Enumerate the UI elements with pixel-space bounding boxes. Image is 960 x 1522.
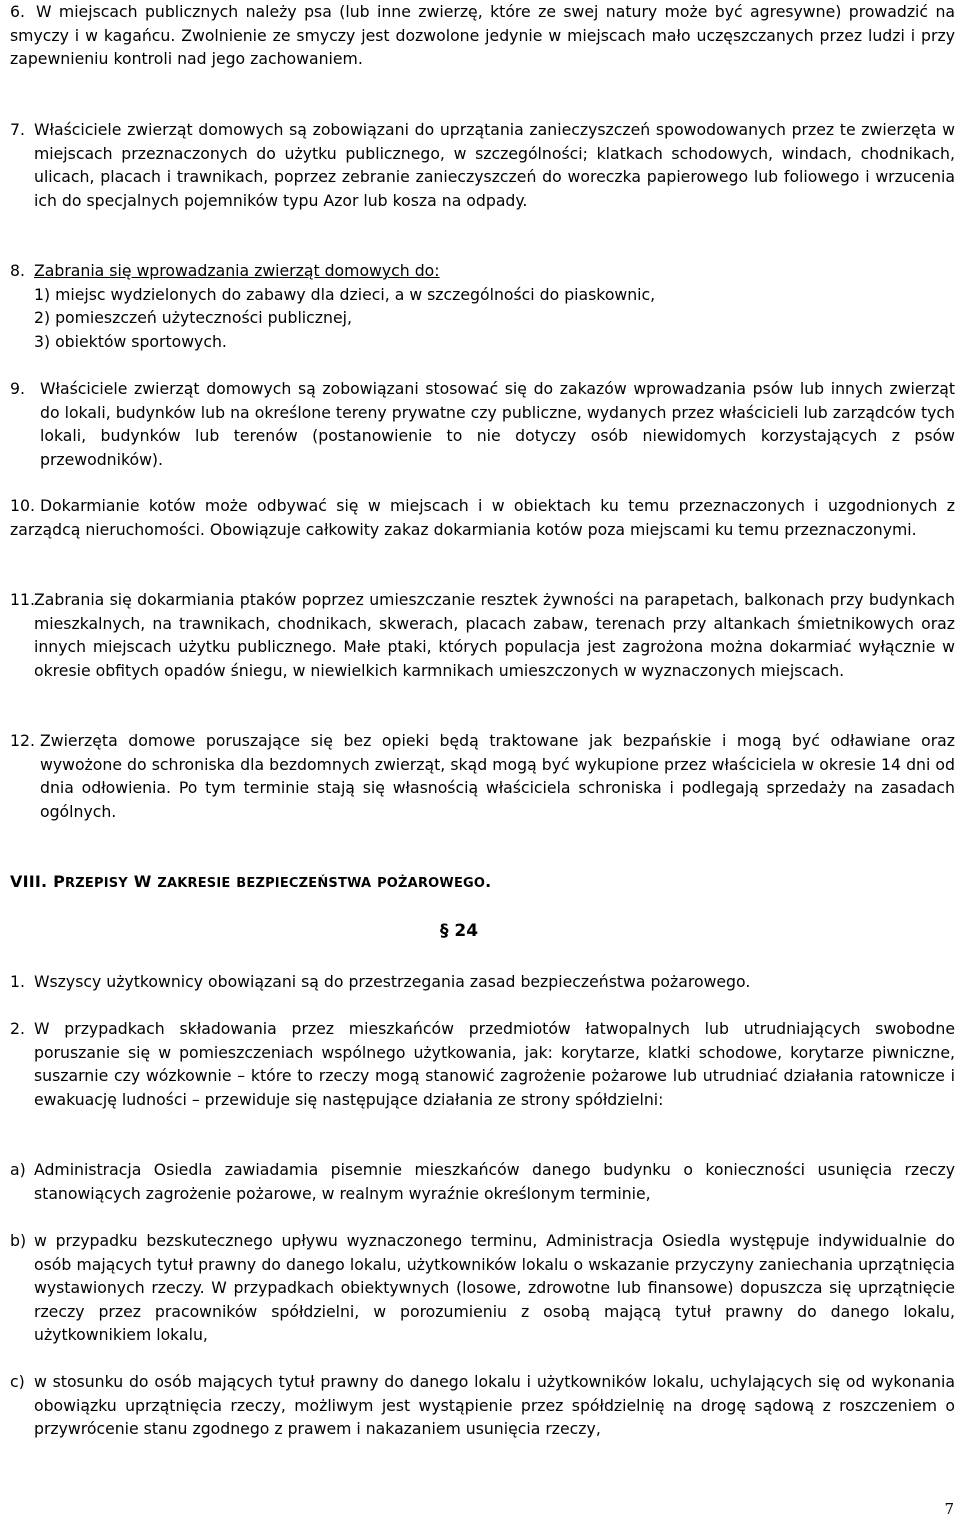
- list-line: 2) pomieszczeń użyteczności publicznej,: [34, 308, 352, 327]
- item-number: 11.: [10, 590, 35, 609]
- fire-item-b: [10, 1229, 955, 1347]
- item-number: 9.: [10, 379, 25, 398]
- fire-item-2: [10, 1017, 955, 1111]
- item-number: 2.: [10, 1019, 25, 1038]
- item-number: 10.: [10, 496, 35, 515]
- item-number: a): [10, 1160, 26, 1179]
- fire-item-a: [10, 1158, 955, 1205]
- section-heading: [10, 870, 955, 896]
- item-number: 7.: [10, 120, 25, 139]
- paragraph-number: § 24: [440, 921, 479, 941]
- item-number: c): [10, 1372, 25, 1391]
- item-text: Zabrania się dokarmiania ptaków poprzez umieszczanie resztek żywności na parapetach, balkonach przy budynkach mieszkalnych, na trawnikach, chodnikach, skwerach, placach zabaw, terenach przy altankach śmietnikowych oraz innych miejscach użytku publicznego. Małe ptaki, których populacja jest zagrożona można dokarmiać wyłącznie w okresie obfitych opadów śniegu, w niewielkich karmnikach umieszczonych w wyznaczonych miejscach.: [34, 590, 955, 680]
- item-lead: Zabrania się wprowadzania zwierząt domowych do:: [34, 261, 440, 280]
- section-title: PRZEPISY W ZAKRESIE BEZPIECZEŃSTWA POŻAROWEGO.: [53, 872, 492, 891]
- rule-item-7: [10, 118, 955, 212]
- item-text: w przypadku bezskutecznego upływu wyznaczonego terminu, Administracja Osiedla występuje indywidualnie do osób mających tytuł prawny do danego lokalu, użytkowników lokalu o wskazanie przyczyny zaniechania uprzątnięcia wystawionych rzeczy. W przypadkach obiektywnych (losowe, zdrowotne lub finansowe) dopuszcza się uprzątnięcie rzeczy przez pracowników spółdzielni, w porozumieniu z osobą mającą tytuł prawny do danego lokalu, użytkownikiem lokalu,: [34, 1231, 955, 1344]
- item-number: 1.: [10, 972, 25, 991]
- list-line: 1) miejsc wydzielonych do zabawy dla dzieci, a w szczególności do piaskownic,: [34, 284, 656, 304]
- item-number: 6.: [10, 2, 25, 21]
- section-roman: VIII.: [10, 872, 48, 891]
- rule-item-8: [10, 259, 955, 353]
- item-text: Właściciele zwierząt domowych są zobowiązani do uprzątania zanieczyszczeń spowodowanych przez te zwierzęta w miejscach przeznaczonych do użytku publicznego, w szczególności; klatkach schodowych, windach, chodnikach, ulicach, placach i trawnikach, poprzez zebranie zanieczyszczeń do woreczka papierowego lub foliowego i wrzucenia ich do specjalnych pojemników typu Azor lub kosza na odpady.: [34, 120, 955, 210]
- fire-item-1: [10, 970, 955, 994]
- item-text: Administracja Osiedla zawiadamia pisemnie mieszkańców danego budynku o konieczności usunięcia rzeczy stanowiących zagrożenie pożarowe, w realnym wyraźnie określonym terminie,: [34, 1160, 955, 1203]
- item-text: Wszyscy użytkownicy obowiązani są do przestrzegania zasad bezpieczeństwa pożarowego.: [34, 972, 751, 991]
- list-line: 3) obiektów sportowych.: [34, 331, 227, 351]
- rule-item-12: [10, 729, 955, 823]
- item-number: b): [10, 1231, 27, 1250]
- fire-item-c: [10, 1370, 955, 1441]
- item-text: w stosunku do osób mających tytuł prawny do danego lokalu i użytkowników lokalu, uchylających się od wykonania obowiązku uprzątnięcia rzeczy, możliwym jest wystąpienie przez spółdzielnię na drogę sądową z roszczeniem o przywrócenie stanu zgodnego z prawem i nakazaniem usunięcia rzeczy,: [34, 1372, 955, 1438]
- item-text: W miejscach publicznych należy psa (lub inne zwierzę, które ze swej natury może być agresywne) prowadzić na smyczy i w kagańcu. Zwolnienie ze smyczy jest dozwolone jedynie w miejscach mało uczęszczanych przez ludzi i przy zapewnieniu kontroli nad jego zachowaniem.: [10, 2, 955, 68]
- rule-item-10: [10, 494, 955, 541]
- rule-item-6: [10, 0, 955, 71]
- item-text: Dokarmianie kotów może odbywać się w miejscach i w obiektach ku temu przeznaczonych i uzgodnionych z zarządcą nieruchomości. Obowiązuje całkowity zakaz dokarmiania kotów poza miejscami ku temu przeznaczonymi.: [10, 496, 955, 539]
- item-text: Zwierzęta domowe poruszające się bez opieki będą traktowane jak bezpańskie i mogą być odławiane oraz wywożone do schroniska dla bezdomnych zwierząt, skąd mogą być wykupione przez właściciela w okresie 14 dni od dnia odłowienia. Po tym terminie stają się własnością właściciela schroniska i podlegają sprzedaży na zasadach ogólnych.: [40, 731, 955, 821]
- rule-item-9: [10, 377, 955, 471]
- item-number: 8.: [10, 261, 25, 280]
- item-text: W przypadkach składowania przez mieszkańców przedmiotów łatwopalnych lub utrudniających swobodne poruszanie się w pomieszczeniach wspólnego użytkowania, jak: korytarze, klatki schodowe, korytarze piwniczne, suszarnie czy wózkownie – które to rzeczy mogą stanowić zagrożenie pożarowe lub utrudniać działania ratownicze i ewakuację ludności – przewiduje się następujące działania ze strony spółdzielni:: [34, 1019, 955, 1109]
- page-number: 7: [944, 1500, 954, 1518]
- item-number: 12.: [10, 731, 35, 750]
- rule-item-11: [10, 588, 955, 682]
- item-text: Właściciele zwierząt domowych są zobowiązani stosować się do zakazów wprowadzania psów lub innych zwierząt do lokali, budynków lub na określone tereny prywatne czy publiczne, wydanych przez właścicieli lub zarządców tych lokali, budynków lub terenów (postanowienie to nie dotyczy osób niewidomych korzystających z psów przewodników).: [40, 379, 955, 469]
